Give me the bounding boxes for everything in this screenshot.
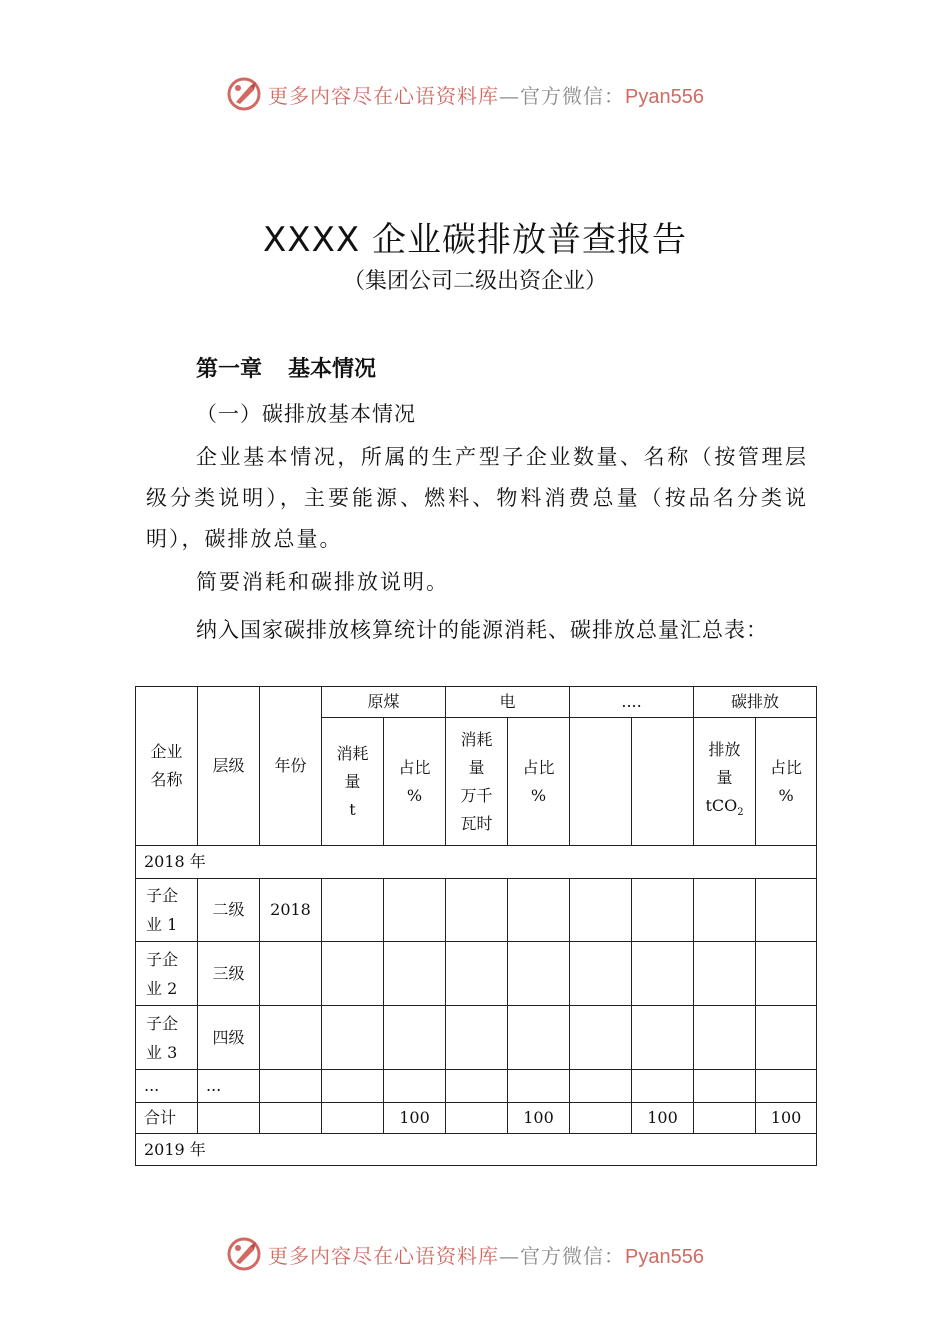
paragraph-table-intro: 纳入国家碳排放核算统计的能源消耗、碳排放总量汇总表： [196, 618, 768, 642]
brand-logo-icon [226, 1236, 262, 1272]
chapter-number: 第一章 [196, 357, 263, 382]
header-carbon-emission: 排放 量 tCO$_2$ [694, 718, 756, 846]
row-level: 二级 [198, 879, 260, 942]
banner-official-text: 官方微信： [520, 84, 625, 108]
document-subtitle: （集团公司二级出资企业） [342, 269, 607, 294]
emission-summary-table [135, 686, 817, 1166]
document-title: XXXX 企业碳排放普查报告 [263, 220, 687, 260]
row-year [260, 942, 322, 1006]
row-name: 子企 业 3 [136, 1006, 198, 1070]
header-carbon: 碳排放 [694, 687, 817, 718]
row-year: 2018 [260, 879, 322, 942]
banner-dash: — [499, 84, 520, 108]
header-company-name: 企业 名称 [136, 687, 198, 846]
paragraph-summary: 简要消耗和碳排放说明。 [196, 570, 449, 594]
banner-wechat-id: Pyan556 [625, 86, 704, 108]
paragraph-basic-info: 企业基本情况，所属的生产型子企业数量、名称（按管理层级分类说明），主要能源、燃料、物料消费总量（按品名分类说明），碳排放总量。 [146, 445, 808, 551]
header-electricity: 电 [446, 687, 570, 718]
total-coal-ratio: 100 [384, 1103, 446, 1134]
watermark-banner-top [0, 74, 950, 114]
banner-wechat-id: Pyan556 [625, 1246, 704, 1268]
table-row-ellipsis [136, 1070, 817, 1103]
banner-main-text: 更多内容尽在心语资料库 [268, 84, 499, 108]
row-level: 三级 [198, 942, 260, 1006]
row-level: 四级 [198, 1006, 260, 1070]
total-label: 合计 [136, 1103, 198, 1134]
total-elec-ratio: 100 [508, 1103, 570, 1134]
section-heading: （一）碳排放基本情况 [196, 402, 416, 426]
table-row-total [136, 1103, 817, 1134]
row-year [260, 1006, 322, 1070]
chapter-heading [196, 352, 376, 383]
table-row [136, 879, 817, 942]
total-other-ratio: 100 [632, 1103, 694, 1134]
year-2018-label: 2018 年 [136, 846, 817, 879]
watermark-banner-bottom [0, 1234, 950, 1274]
header-carbon-ratio: 占比 % [756, 718, 817, 846]
table-row-year-2019 [136, 1134, 817, 1166]
header-elec-consumption: 消耗 量 万千 瓦时 [446, 718, 508, 846]
header-other-2 [632, 718, 694, 846]
table-row [136, 1006, 817, 1070]
total-carbon-ratio: 100 [756, 1103, 817, 1134]
row-name: 子企 业 2 [136, 942, 198, 1006]
banner-dash: — [499, 1244, 520, 1268]
table-row-year-2018 [136, 846, 817, 879]
header-level: 层级 [198, 687, 260, 846]
row-name: 子企 业 1 [136, 879, 198, 942]
header-year: 年份 [260, 687, 322, 846]
table-row [136, 942, 817, 1006]
chapter-title: 基本情况 [288, 357, 377, 382]
header-ellipsis: .... [570, 687, 694, 718]
brand-logo-icon [226, 76, 262, 112]
header-other-1 [570, 718, 632, 846]
row-name: ... [136, 1070, 198, 1103]
banner-main-text: 更多内容尽在心语资料库 [268, 1244, 499, 1268]
row-level: ... [198, 1070, 260, 1103]
year-2019-label: 2019 年 [136, 1134, 817, 1166]
header-coal: 原煤 [322, 687, 446, 718]
header-coal-ratio: 占比 % [384, 718, 446, 846]
banner-official-text: 官方微信： [520, 1244, 625, 1268]
header-elec-ratio: 占比 % [508, 718, 570, 846]
header-coal-consumption: 消耗 量 t [322, 718, 384, 846]
table-header-row-1 [136, 687, 817, 718]
